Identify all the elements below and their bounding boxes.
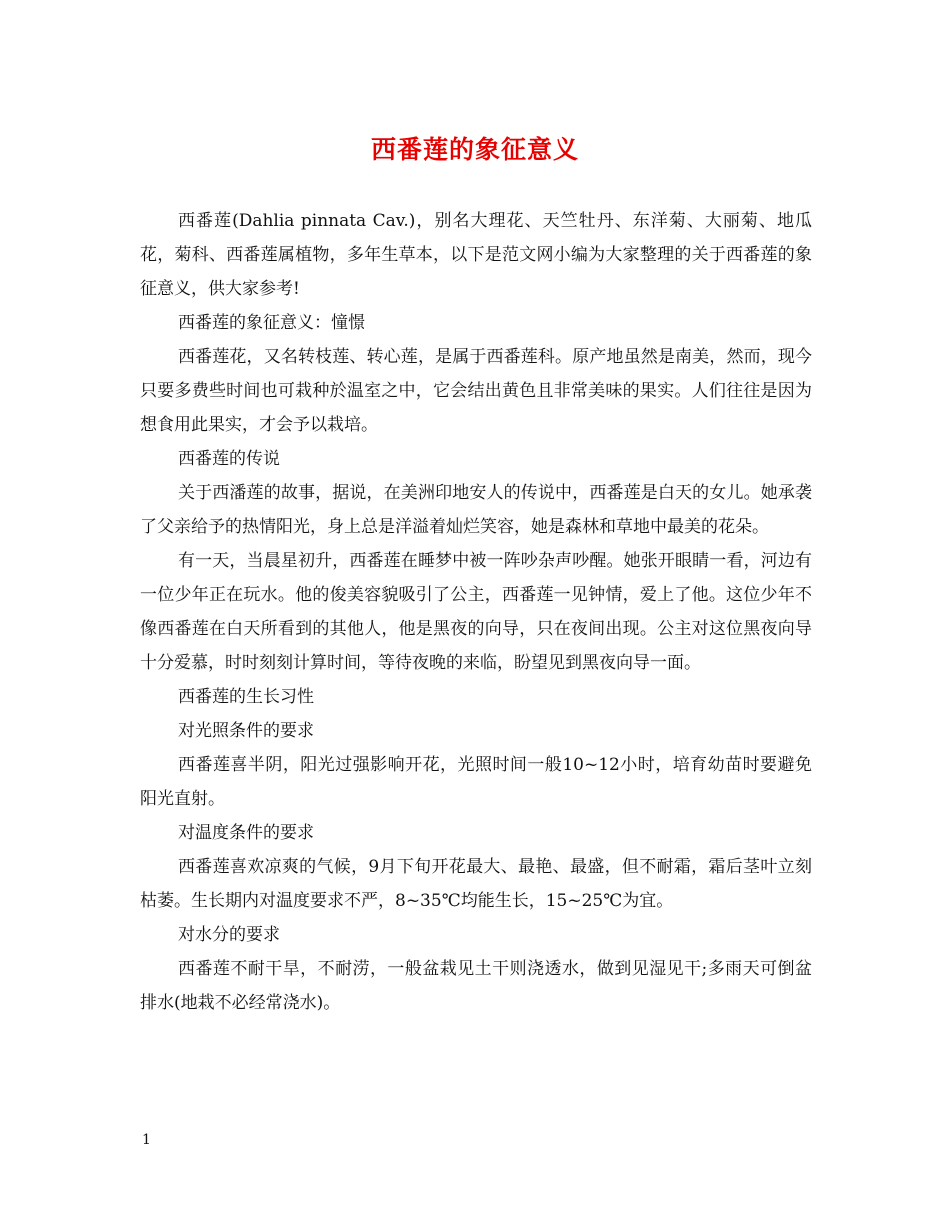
paragraph-legend-1: 关于西潘莲的故事，据说，在美洲印地安人的传说中，西番莲是白天的女儿。她承袭了父亲给予的热情阳光，身上总是洋溢着灿烂笑容，她是森林和草地中最美的花朵。 [140,483,812,537]
paragraph-intro: 西番莲(Dahlia pinnata Cav.)，别名大理花、天竺牡丹、东洋菊、大丽菊、地瓜花，菊科、西番莲属植物，多年生草本，以下是范文网小编为大家整理的关于西番莲的象征意义，供大家参考! [140,211,812,299]
page-number: 1 [142,1132,151,1148]
heading-growth-habits: 西番莲的生长习性 [178,687,314,707]
heading-water: 对水分的要求 [178,925,280,945]
heading-light: 对光照条件的要求 [178,721,314,741]
paragraph-legend-2: 有一天，当晨星初升，西番莲在睡梦中被一阵吵杂声吵醒。她张开眼睛一看，河边有一位少年正在玩水。他的俊美容貌吸引了公主，西番莲一见钟情，爱上了他。这位少年不像西番莲在白天所看到的其他人，他是黑夜的向导，只在夜间出现。公主对这位黑夜向导十分爱慕，时时刻刻计算时间，等待夜晚的来临，盼望见到黑夜向导一面。 [140,551,812,673]
paragraph-description: 西番莲花，又名转枝莲、转心莲，是属于西番莲科。原产地虽然是南美，然而，现今只要多费些时间也可栽种於温室之中，它会结出黄色且非常美味的果实。人们往往是因为想食用此果实，才会予以栽培。 [140,347,812,435]
paragraph-light: 西番莲喜半阴，阳光过强影响开花，光照时间一般10~12小时，培育幼苗时要避免阳光直射。 [140,755,812,809]
heading-symbolism: 西番莲的象征意义：憧憬 [178,313,365,333]
paragraph-water: 西番莲不耐干旱，不耐涝，一般盆栽见土干则浇透水，做到见湿见干;多雨天可倒盆排水(地栽不必经常浇水)。 [140,959,812,1013]
heading-temperature: 对温度条件的要求 [178,823,314,843]
page-title: 西番莲的象征意义 [370,135,579,164]
paragraph-temperature: 西番莲喜欢凉爽的气候，9月下旬开花最大、最艳、最盛，但不耐霜，霜后茎叶立刻枯萎。生长期内对温度要求不严，8~35℃均能生长，15~25℃为宜。 [140,857,812,911]
heading-legend: 西番莲的传说 [178,449,280,469]
document-body [140,204,812,1020]
